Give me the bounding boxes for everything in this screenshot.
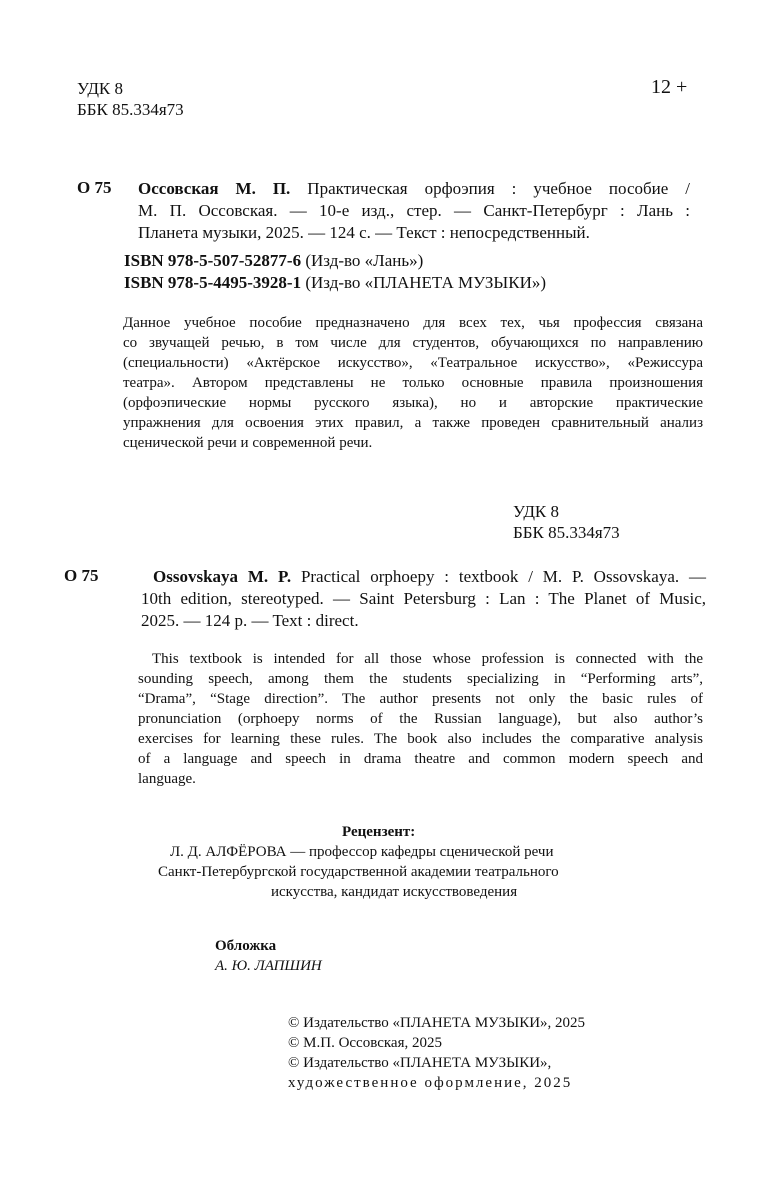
reviewer-line-2: Санкт-Петербургской государственной академии театрального: [158, 864, 559, 880]
en-author-code: O 75: [64, 566, 99, 585]
copyright-line-2: © М.П. Оссовская, 2025: [288, 1035, 442, 1051]
copyright-line-1: © Издательство «ПЛАНЕТА МУЗЫКИ», 2025: [288, 1015, 586, 1031]
cover-artist: А. Ю. ЛАПШИН: [215, 958, 322, 974]
ru-author-code: О 75: [77, 178, 112, 197]
cover-credit: [215, 936, 322, 976]
isbn-publisher-1: (Изд-во «Лань»): [301, 251, 424, 270]
reviewer-line-1: Л. Д. АЛФЁРОВА — профессор кафедры сценической речи: [170, 844, 554, 860]
en-author-name: Ossovskaya M. P.: [153, 567, 292, 586]
ru-abstract-line-5: (орфоэпические нормы русского языка), но и авторские практические: [123, 395, 703, 411]
ru-title: Практическая орфоэпия : учебное пособие /: [290, 179, 691, 198]
ru-abstract-line-3: (специальности) «Актёрское искусство», «Театральное искусство», «Режиссура: [123, 355, 703, 371]
ru-abstract-line-7: сценической речи и современной речи.: [123, 435, 373, 451]
ru-abstract-line-6: упражнения для освоения этих правил, а также проведен сравнительный анализ: [123, 415, 703, 431]
en-abstract-line-4: pronunciation (orphoepy norms of the Russian language), but also author’s: [138, 711, 703, 727]
reviewer-heading: Рецензент:: [342, 824, 416, 840]
en-entry-line-3: 2025. — 124 p. — Text : direct.: [141, 611, 359, 630]
udk-code: УДК 8: [77, 79, 124, 98]
en-abstract-line-7: language.: [138, 771, 196, 787]
copyright-block: [288, 1013, 585, 1093]
top-classification: [77, 78, 184, 120]
ru-abstract-line-4: театра». Автором представлены не только основные правила произношения: [123, 375, 703, 391]
en-abstract: [138, 649, 703, 789]
ru-entry-line-2: М. П. Оссовская. — 10-е изд., стер. — Санкт-Петербург : Лань :: [138, 201, 690, 220]
bbk-code: ББК 85.334я73: [77, 100, 184, 119]
en-entry-line-2: 10th edition, stereotyped. — Saint Petersburg : Lan : The Planet of Music,: [141, 589, 706, 608]
en-bibliographic-entry: [141, 566, 706, 632]
en-abstract-line-2: sounding speech, among them the students specializing in “Performing arts”,: [138, 671, 703, 687]
en-entry-line-1: [141, 566, 706, 588]
en-udk-code: УДК 8: [513, 502, 560, 521]
ru-abstract-line-1: Данное учебное пособие предназначено для всех тех, чья профессия связана: [123, 315, 703, 331]
isbn-number-1: ISBN 978-5-507-52877-6: [124, 251, 302, 270]
cover-heading: Обложка: [215, 938, 277, 954]
copyright-line-4: художественное оформление, 2025: [288, 1075, 573, 1091]
ru-abstract: [123, 313, 703, 453]
en-abstract-line-3: “Drama”, “Stage direction”. The author presents not only the basic rules of: [138, 691, 703, 707]
en-classification: [513, 501, 620, 543]
isbn-number-2: ISBN 978-5-4495-3928-1: [124, 273, 302, 292]
ru-abstract-line-2: со звучащей речью, в том числе для студентов, обучающихся по направлению: [123, 335, 703, 351]
reviewer-line-3: искусства, кандидат искусствоведения: [271, 884, 518, 900]
ru-bibliographic-entry: [138, 178, 690, 244]
ru-entry-line-3: Планета музыки, 2025. — 124 с. — Текст : непосредственный.: [138, 223, 590, 242]
age-rating: 12 +: [651, 76, 688, 98]
isbn-line-1: [124, 250, 546, 272]
reviewer-block: [0, 822, 769, 902]
en-abstract-line-5: exercises for learning these rules. The book also includes the comparative analysis: [138, 731, 703, 747]
isbn-block: [124, 250, 546, 294]
copyright-line-3: © Издательство «ПЛАНЕТА МУЗЫКИ»,: [288, 1055, 552, 1071]
isbn-line-2: [124, 272, 546, 294]
en-title: Practical orphoepy : textbook / M. P. Ossovskaya. —: [291, 567, 706, 586]
isbn-publisher-2: (Изд-во «ПЛАНЕТА МУЗЫКИ»): [301, 273, 547, 292]
en-bbk-code: ББК 85.334я73: [513, 523, 620, 542]
en-abstract-line-1: This textbook is intended for all those whose profession is connected with the: [152, 651, 703, 667]
ru-entry-line-1: [138, 178, 690, 200]
ru-author-name: Оссовская М. П.: [138, 179, 291, 198]
en-abstract-line-6: of a language and speech in drama theatre and common modern speech and: [138, 751, 703, 767]
